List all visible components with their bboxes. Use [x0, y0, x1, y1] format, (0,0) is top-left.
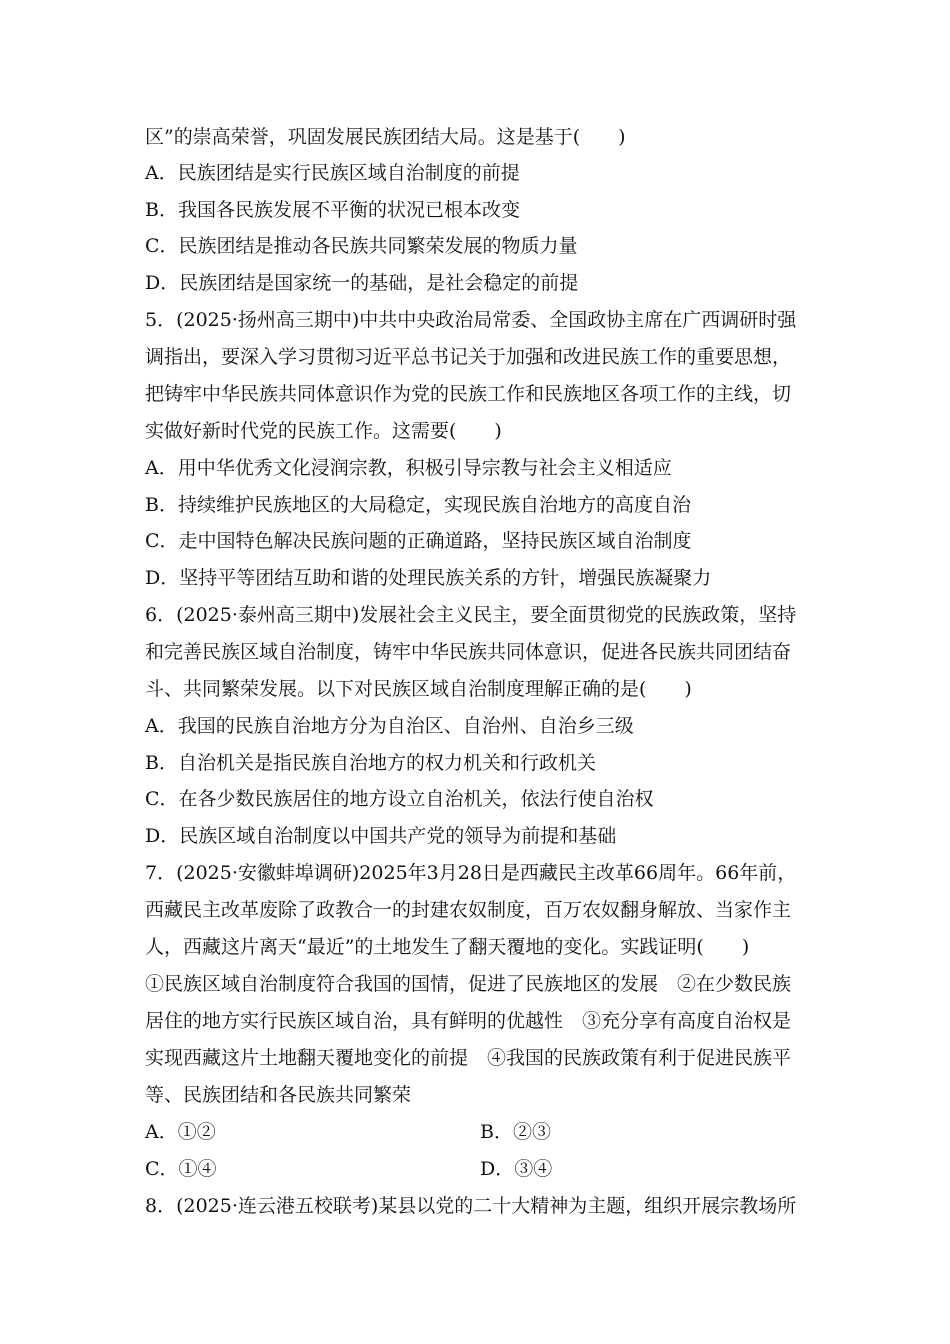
q4-option-d: D．民族团结是国家统一的基础，是社会稳定的前提 [145, 272, 579, 294]
q5-stem-line-2: 调指出，要深入学习贯彻习近平总书记关于加强和改进民族工作的重要思想， [145, 346, 792, 368]
q4-option-b: B．我国各民族发展不平衡的状况已根本改变 [145, 199, 520, 221]
q5-option-c: C．走中国特色解决民族问题的正确道路，坚持民族区域自治制度 [145, 530, 692, 552]
q4-stem-end: 区”的崇高荣誉，巩固发展民族团结大局。这是基于( ) [145, 126, 626, 148]
q6-option-a: A．我国的民族自治地方分为自治区、自治州、自治乡三级 [145, 715, 634, 737]
q5-option-d: D．坚持平等团结互助和谐的处理民族关系的方针，增强民族凝聚力 [145, 567, 712, 589]
q7-statements-line-1: ①民族区域自治制度符合我国的国情，促进了民族地区的发展 ②在少数民族 [145, 973, 792, 995]
q7-stem-line-3: 人，西藏这片离天“最近”的土地发生了翻天覆地的变化。实践证明( ) [145, 936, 750, 958]
q7-statements-line-3: 实现西藏这片土地翻天覆地变化的前提 ④我国的民族政策有利于促进民族平 [145, 1047, 792, 1069]
q7-statements-line-2: 居住的地方实行民族区域自治，具有鲜明的优越性 ③充分享有高度自治权是 [145, 1010, 792, 1032]
q6-option-b: B．自治机关是指民族自治地方的权力机关和行政机关 [145, 752, 596, 774]
q4-option-c: C．民族团结是推动各民族共同繁荣发展的物质力量 [145, 235, 578, 257]
q8-stem-line-1: 8．(2025·连云港五校联考)某县以党的二十大精神为主题，组织开展宗教场所 [145, 1195, 797, 1217]
q6-option-d: D．民族区域自治制度以中国共产党的领导为前提和基础 [145, 825, 617, 847]
q5-stem-line-3: 把铸牢中华民族共同体意识作为党的民族工作和民族地区各项工作的主线，切 [145, 383, 792, 405]
q6-option-c: C．在各少数民族居住的地方设立自治机关，依法行使自治权 [145, 788, 654, 810]
q7-option-c: C．①④ [145, 1158, 217, 1180]
q5-option-a: A．用中华优秀文化浸润宗教，积极引导宗教与社会主义相适应 [145, 457, 672, 479]
q7-option-a: A．①② [145, 1121, 216, 1143]
q7-stem-line-2: 西藏民主改革废除了政教合一的封建农奴制度，百万农奴翻身解放、当家作主 [145, 899, 792, 921]
q5-stem-line-4: 实做好新时代党的民族工作。这需要( ) [145, 420, 502, 442]
q6-stem-line-2: 和完善民族区域自治制度，铸牢中华民族共同体意识，促进各民族共同团结奋 [145, 641, 792, 663]
q4-option-a: A．民族团结是实行民族区域自治制度的前提 [145, 162, 520, 184]
q5-option-b: B．持续维护民族地区的大局稳定，实现民族自治地方的高度自治 [145, 494, 691, 516]
q7-stem-line-1: 7．(2025·安徽蚌埠调研)2025年3月28日是西藏民主改革66周年。66年前， [145, 862, 797, 884]
q7-option-b: B．②③ [480, 1121, 551, 1143]
q5-stem-line-1: 5．(2025·扬州高三期中)中共中央政治局常委、全国政协主席在广西调研时强 [145, 309, 797, 331]
q6-stem-line-1: 6．(2025·泰州高三期中)发展社会主义民主，要全面贯彻党的民族政策，坚持 [145, 604, 797, 626]
q6-stem-line-3: 斗、共同繁荣发展。以下对民族区域自治制度理解正确的是( ) [145, 678, 692, 700]
q7-statements-line-4: 等、民族团结和各民族共同繁荣 [145, 1084, 412, 1106]
q7-option-d: D．③④ [480, 1158, 553, 1180]
